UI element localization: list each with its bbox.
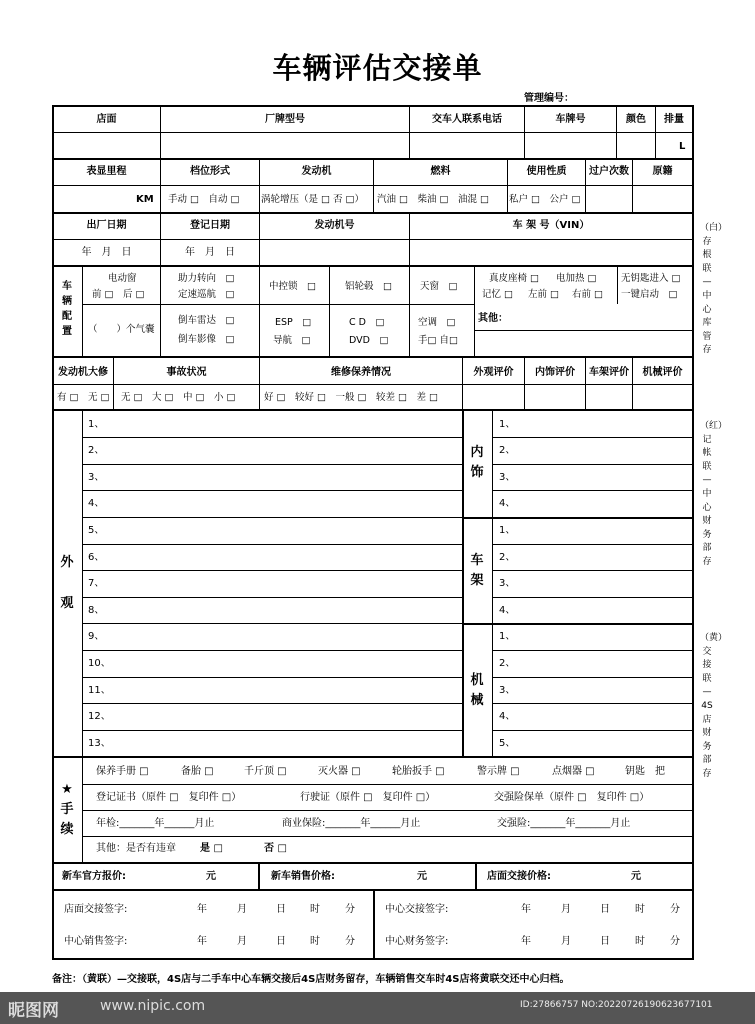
transfers-label: 过户次数 [589,166,629,177]
divider [52,212,694,214]
date-year: 年 [521,936,531,947]
row-line [492,570,694,571]
divider [113,357,114,409]
date-day: 日 [276,936,286,947]
color-label: 颜色 [626,114,646,125]
date-year: 年 [197,904,207,915]
interior-item[interactable]: 3、 [499,472,516,483]
row-line [492,677,694,678]
origin-label: 原籍 [652,166,673,177]
inspection-expiry[interactable]: 年检:_______年______月止 [96,818,215,829]
divider [258,863,260,889]
warning-sign-option[interactable]: 警示牌 □ [477,766,520,777]
seat-heating-option[interactable]: 电加热 □ [556,273,597,284]
frame-item[interactable]: 4、 [499,605,516,616]
mech-item[interactable]: 2、 [499,658,516,669]
date-minute: 分 [670,904,680,915]
divider [373,890,375,958]
interior-item[interactable]: 1、 [499,419,516,430]
gear-options[interactable]: 手动 □ 自动 □ [168,194,240,205]
registration-cert-options[interactable]: 登记证书（原件 □ 复印件 □） [96,792,242,803]
divider [617,266,618,304]
star-icon: ★ [61,782,73,797]
divider [632,357,633,409]
divider [474,330,694,331]
divider [52,756,694,758]
management-number-label: 管理编号： [524,93,574,104]
divider [492,410,493,756]
appearance-item[interactable]: 4、 [88,498,105,509]
row-line [492,730,694,731]
gear-label: 档位形式 [190,166,230,177]
official-price-label: 新车官方报价: [62,871,126,882]
keyless-entry-option[interactable]: 无钥匙进入 □ [621,273,681,284]
divider [82,304,474,305]
appearance-item[interactable]: 13、 [88,738,111,749]
watermark-logo: 昵图网 [8,1001,59,1021]
ac-option[interactable]: 空调 □ [418,317,456,328]
store-signature-label: 店面交接签字: [64,904,128,915]
date-day: 日 [600,904,610,915]
manufacture-date-label: 出厂日期 [86,220,127,231]
cd-option[interactable]: C D □ [349,317,385,328]
center-signature-label: 中心交接签字: [385,904,449,915]
displacement-unit: L [679,141,686,152]
frame-label-2: 架 [470,573,484,588]
appearance-item[interactable]: 9、 [88,631,105,642]
mech-item[interactable]: 3、 [499,685,516,696]
divider [259,357,260,409]
mech-item[interactable]: 4、 [499,711,516,722]
divider [82,410,83,756]
appearance-item[interactable]: 11、 [88,685,111,696]
navigation-option[interactable]: 导航 □ [273,335,311,346]
parking-radar-option[interactable]: 倒车雷达 □ [178,315,235,326]
divider [52,239,694,240]
row-line [82,490,462,491]
maintenance-manual-option[interactable]: 保养手册 □ [96,766,149,777]
footer-note: 备注：（黄联）—交接联，4S店与二手车中心车辆交接后4S店财务留存，车辆销售交车时4S店将黄联交还中心归档。 [52,974,570,985]
interior-label-2: 饰 [470,465,484,480]
divider [52,409,694,411]
sales-signature-label: 中心销售签字: [64,936,128,947]
row-line [82,650,462,651]
date-month: 月 [237,936,247,947]
row-line [492,490,694,491]
interior-rating-label: 内饰评价 [535,367,575,378]
row-line [82,437,462,438]
mileage-label: 表显里程 [86,166,127,177]
usage-label: 使用性质 [526,166,567,177]
engine-label: 发动机 [301,166,332,177]
tire-wrench-option[interactable]: 轮胎扳手 □ [392,766,445,777]
date-year: 年 [197,936,207,947]
divider [259,266,260,356]
divider [52,862,694,864]
power-window-label: 电动窗 [108,273,137,284]
white-copy-label: （白）存根联—中心库管存 [700,223,728,356]
interior-item[interactable]: 2、 [499,445,516,456]
appearance-item[interactable]: 8、 [88,605,105,616]
engine-overhaul-label: 发动机大修 [58,367,108,378]
table-border-bottom [52,958,694,960]
leather-seat-option[interactable]: 真皮座椅 □ [489,273,539,284]
keys-count[interactable]: 钥匙 把 [625,766,665,777]
front-left-option[interactable]: 左前 □ [528,289,559,300]
frame-label-1: 车 [470,553,484,568]
mech-label-2: 械 [470,693,484,708]
date-hour: 时 [635,936,645,947]
compulsory-insurance-expiry[interactable]: 交强险:_______年_______月止 [497,818,631,829]
divider [52,356,694,358]
appearance-item[interactable]: 2、 [88,445,105,456]
fuel-label: 燃料 [430,166,451,177]
row-line [492,597,694,598]
sunroof-option[interactable]: 天窗 □ [420,281,458,292]
divider [82,266,83,356]
date-minute: 分 [670,936,680,947]
mechanical-rating-label: 机械评价 [642,367,683,378]
power-window-options[interactable]: 前 □ 后 □ [92,289,145,300]
registration-date-label: 登记日期 [190,220,230,231]
manufacture-date-value[interactable]: 年 月 日 [81,247,132,258]
frame-item[interactable]: 1、 [499,525,516,536]
row-line [492,703,694,704]
config-section-label: 车辆配置 [62,281,72,337]
seat-memory-option[interactable]: 记忆 □ [482,289,513,300]
row-line [82,597,462,598]
table-border-top [52,105,694,107]
appearance-item[interactable]: 12、 [88,711,111,722]
date-day: 日 [600,936,610,947]
divider [52,384,694,385]
appearance-item[interactable]: 5、 [88,525,105,536]
appearance-item[interactable]: 10、 [88,658,111,669]
alloy-wheel-option[interactable]: 铝轮毂 □ [345,281,392,292]
row-line [492,544,694,545]
divider [475,863,477,889]
row-line [82,570,462,571]
divider [329,266,330,356]
finance-signature-label: 中心财务签字: [385,936,449,947]
km-unit: KM [136,194,154,205]
mech-item[interactable]: 5、 [499,738,516,749]
lighter-option[interactable]: 点烟器 □ [552,766,595,777]
appearance-item[interactable]: 7、 [88,578,105,589]
watermark-url: www.nipic.com [100,998,206,1014]
vin-label: 车 架 号（VIN） [512,220,590,231]
violations-no[interactable]: 否 □ [264,843,287,854]
accident-options[interactable]: 无 □ 大 □ 中 □ 小 □ [121,392,236,403]
interior-label-1: 内 [470,445,484,460]
date-minute: 分 [345,904,355,915]
date-day: 日 [276,904,286,915]
yellow-copy-label: （黄）交接联—4S店财务部存 [700,633,728,779]
commercial-insurance-expiry[interactable]: 商业保险:_______年______月止 [282,818,421,829]
appearance-item[interactable]: 1、 [88,419,105,430]
row-line [82,730,462,731]
row-line [82,703,462,704]
procedures-label-2: 续 [60,822,74,837]
divider [585,357,586,409]
date-year: 年 [521,904,531,915]
driving-license-options[interactable]: 行驶证（原件 □ 复印件 □） [300,792,436,803]
extinguisher-option[interactable]: 灭火器 □ [318,766,361,777]
plate-label: 车牌号 [555,114,586,125]
front-right-option[interactable]: 右前 □ [572,289,603,300]
appearance-item[interactable]: 3、 [88,472,105,483]
fuel-options[interactable]: 汽油 □ 柴油 □ 油混 □ [377,194,489,205]
push-start-option[interactable]: 一键启动 □ [621,289,678,300]
appearance-item[interactable]: 6、 [88,552,105,563]
red-copy-label: （红）记帐联—中心财务部存 [700,421,728,567]
row-line [492,437,694,438]
table-border-left [52,105,54,960]
date-month: 月 [237,904,247,915]
insurance-policy-options[interactable]: 交强险保单（原件 □ 复印件 □） [494,792,650,803]
row-line [492,650,694,651]
row-line [82,784,694,785]
airbag-count[interactable]: （ ）个气囊 [88,324,155,335]
central-lock-option[interactable]: 中控锁 □ [269,281,316,292]
violations-yes[interactable]: 是 □ [200,843,223,854]
table-border-right [692,105,694,960]
power-steering-option[interactable]: 助力转向 □ [178,273,235,284]
divider [462,357,463,409]
divider [474,266,475,356]
row-line [82,464,462,465]
row-line [82,677,462,678]
row-line [82,623,462,624]
accident-status-label: 事故状况 [166,367,207,378]
sale-price-label: 新车销售价格: [271,871,335,882]
interior-item[interactable]: 4、 [499,498,516,509]
watermark-id: ID:27866757 NO:20220726190623677101 [520,1000,713,1010]
maintenance-label: 维修保养情况 [331,367,391,378]
displacement-label: 排量 [664,114,684,125]
dvd-option[interactable]: DVD □ [349,335,389,346]
row-line [82,810,694,811]
jack-option[interactable]: 千斤顶 □ [244,766,287,777]
date-hour: 时 [635,904,645,915]
appearance-label-1: 外 [60,555,74,570]
divider [524,357,525,409]
divider [52,265,694,267]
divider [160,266,161,356]
row-line [82,517,462,518]
date-month: 月 [561,936,571,947]
config-other-label: 其他： [478,313,508,324]
frame-rating-label: 车架评价 [589,367,629,378]
divider [462,410,464,756]
violations-label: 其他：是否有违章 [96,843,176,854]
registration-date-value[interactable]: 年 月 日 [185,247,235,258]
divider [462,517,694,519]
procedures-label-1: 手 [60,802,74,817]
page-title: 车辆评估交接单 [272,51,483,85]
esp-option[interactable]: ESP □ [275,317,312,328]
row-line [492,464,694,465]
divider [409,266,410,356]
row-line [82,836,694,837]
date-hour: 时 [310,904,320,915]
divider [462,623,694,625]
row-line [82,544,462,545]
mech-label-1: 机 [470,673,484,688]
date-month: 月 [561,904,571,915]
contact-phone-label: 交车人联系电话 [432,114,502,125]
handover-price-label: 店面交接价格: [487,871,551,882]
frame-item[interactable]: 3、 [499,578,516,589]
appearance-label-2: 观 [60,596,74,611]
frame-item[interactable]: 2、 [499,552,516,563]
exterior-rating-label: 外观评价 [473,367,514,378]
ac-mode-options[interactable]: 手□ 自□ [418,335,458,346]
mech-item[interactable]: 1、 [499,631,516,642]
brand-model-label: 厂牌型号 [265,114,305,125]
spare-tire-option[interactable]: 备胎 □ [181,766,214,777]
date-hour: 时 [310,936,320,947]
engine-number-label: 发动机号 [314,220,355,231]
official-price-unit: 元 [206,871,216,882]
handover-price-unit: 元 [631,871,641,882]
date-minute: 分 [345,936,355,947]
rear-camera-option[interactable]: 倒车影像 □ [178,334,235,345]
maintenance-options[interactable]: 好 □ 较好 □ 一般 □ 较差 □ 差 □ [264,392,438,403]
sale-price-unit: 元 [417,871,427,882]
usage-options[interactable]: 私户 □ 公户 □ [509,194,581,205]
cruise-control-option[interactable]: 定速巡航 □ [178,289,235,300]
dealer-label: 店面 [96,114,117,125]
overhaul-options[interactable]: 有 □ 无 □ [57,392,110,403]
divider [52,132,694,133]
turbo-options[interactable]: 涡轮增压（是 □ 否 □） [261,194,365,205]
